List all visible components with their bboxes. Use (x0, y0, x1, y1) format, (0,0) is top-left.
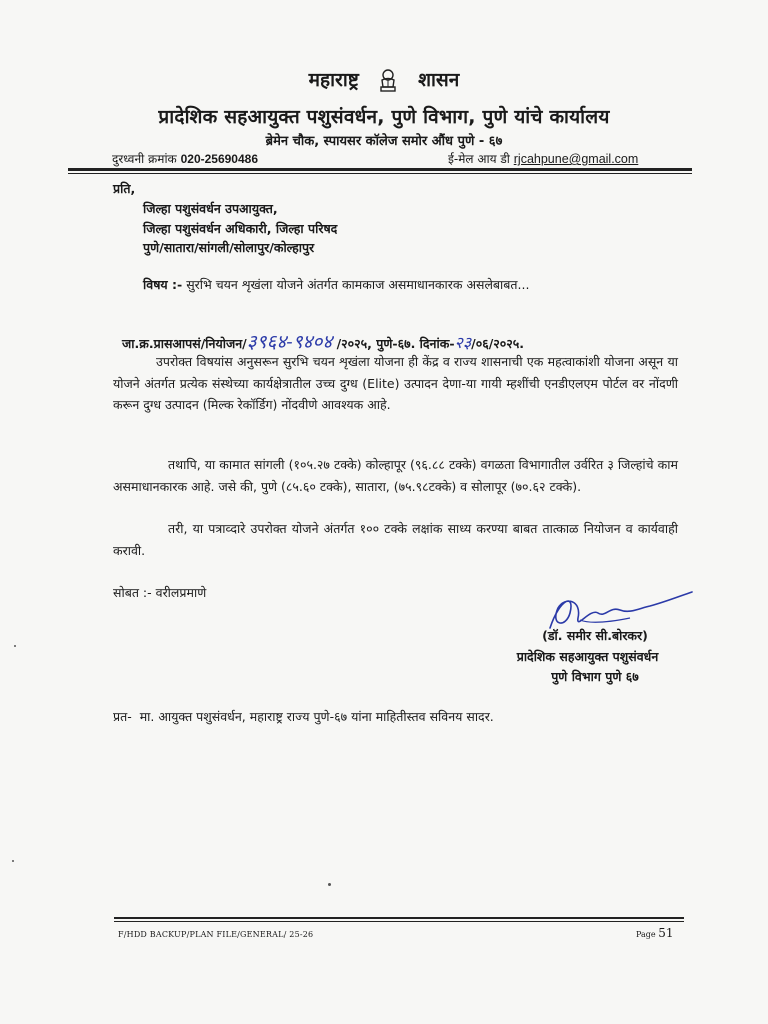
body-paragraph-3: तरी, या पत्राव्दारे उपरोक्त योजने अंतर्गत १०० टक्के लक्षांक साध्य करण्या बाबत तात्काळ नियोजन व कार्यवाही करावी. (113, 521, 678, 558)
subject-label: विषय :- (143, 277, 183, 292)
recipient-line: जिल्हा पशुसंवर्धन अधिकारी, जिल्हा परिषद (143, 221, 338, 236)
copy-to-text: मा. आयुक्त पशुसंवर्धन, महाराष्ट्र राज्य पुणे-६७ यांना माहितीस्तव सविनय सादर. (139, 709, 494, 724)
page-label: Page (636, 930, 656, 939)
office-name: प्रादेशिक सहआयुक्त पशुसंवर्धन, पुणे विभाग, पुणे यांचे कार्यालय (158, 106, 610, 128)
prati-label: प्रति, (113, 181, 136, 196)
scan-speck (14, 645, 16, 647)
signatory-office: पुणे विभाग पुणे ६७ (551, 669, 639, 684)
header-divider-thin (68, 173, 692, 174)
recipient-line: पुणे/सातारा/सांगली/सोलापुर/कोल्हापुर (143, 240, 315, 255)
reference-suffix: /०६/२०२५. (471, 336, 525, 351)
phone-line (112, 150, 258, 167)
page-indicator (636, 926, 673, 940)
body-paragraph-1: उपरोक्त विषयांस अनुसरून सुरभि चयन शृखंला योजना ही केंद्र व राज्य शासनाची एक महत्वाकांशी योजना असून या योजने अंतर्गत प्रत्येक संस्थेच्या कार्यक्षेत्रातील उच्च दुग्ध (Elite) उत्पादन देणा-या गायी म्हशींची एनडीएलएम पोर्टल वर नोंदणी करून दुग्ध उत्पादन (मिल्क रेकॉर्डिग) नोंदवीणे आवश्यक आहे. (113, 354, 678, 412)
email-label: ई-मेल आय डी (448, 152, 510, 166)
scan-speck (328, 883, 331, 886)
email-address[interactable]: rjcahpune@gmail.com (513, 152, 639, 166)
subject-line (143, 276, 529, 293)
phone-number: 020-25690486 (180, 152, 259, 166)
recipient-line: जिल्हा पशुसंवर्धन उपआयुक्त, (143, 201, 278, 216)
footer-divider-thick (114, 917, 684, 919)
handwritten-outward-number: ३९६४-९४०४ (246, 331, 333, 353)
subject-text: सुरभि चयन शृखंला योजने अंतर्गत कामकाज असमाधानकारक असलेबाबत... (186, 277, 530, 292)
email-line (448, 150, 638, 167)
reference-middle: /२०२५, पुणे-६७. दिनांक- (336, 336, 455, 351)
signatory-name: (डॉ. समीर सी.बोरकर) (542, 628, 648, 643)
enclosure-note: सोबत :- वरीलप्रमाणे (113, 585, 207, 600)
state-emblem-icon (375, 68, 401, 94)
copy-to-line (113, 708, 494, 725)
page-number: 51 (658, 926, 674, 940)
header-divider-thick (68, 168, 692, 171)
copy-to-label: प्रत- (113, 709, 132, 724)
scan-speck (12, 860, 14, 862)
government-title (0, 66, 768, 94)
handwritten-date-day: २३ (454, 333, 472, 352)
reference-prefix: जा.क्र.प्रासआपसं/नियोजन/ (122, 336, 247, 351)
footer-divider-thin (114, 921, 684, 922)
title-shasan: शासन (418, 69, 460, 91)
file-path: F/HDD BACKUP/PLAN FILE/GENERAL/ 25-26 (118, 930, 314, 939)
title-maharashtra: महाराष्ट्र (308, 69, 359, 91)
signatory-designation: प्रादेशिक सहआयुक्त पशुसंवर्धन (516, 649, 659, 664)
office-address: ब्रेमेन चौक, स्पायसर कॉलेज समोर औंध पुणे - ६७ (265, 134, 503, 149)
phone-label: दुरध्वनी क्रमांक (112, 152, 177, 166)
body-paragraph-2: तथापि, या कामात सांगली (१०५.२७ टक्के) कोल्हापूर (९६.८८ टक्के) वगळता विभागातील उर्वरित ३ जिल्हांचे काम असमाधानकारक आहे. जसे की, पुणे (८५.६० टक्के), सातारा, (७५.९८टक्के) व सोलापूर (७०.६२ टक्के). (113, 457, 678, 494)
